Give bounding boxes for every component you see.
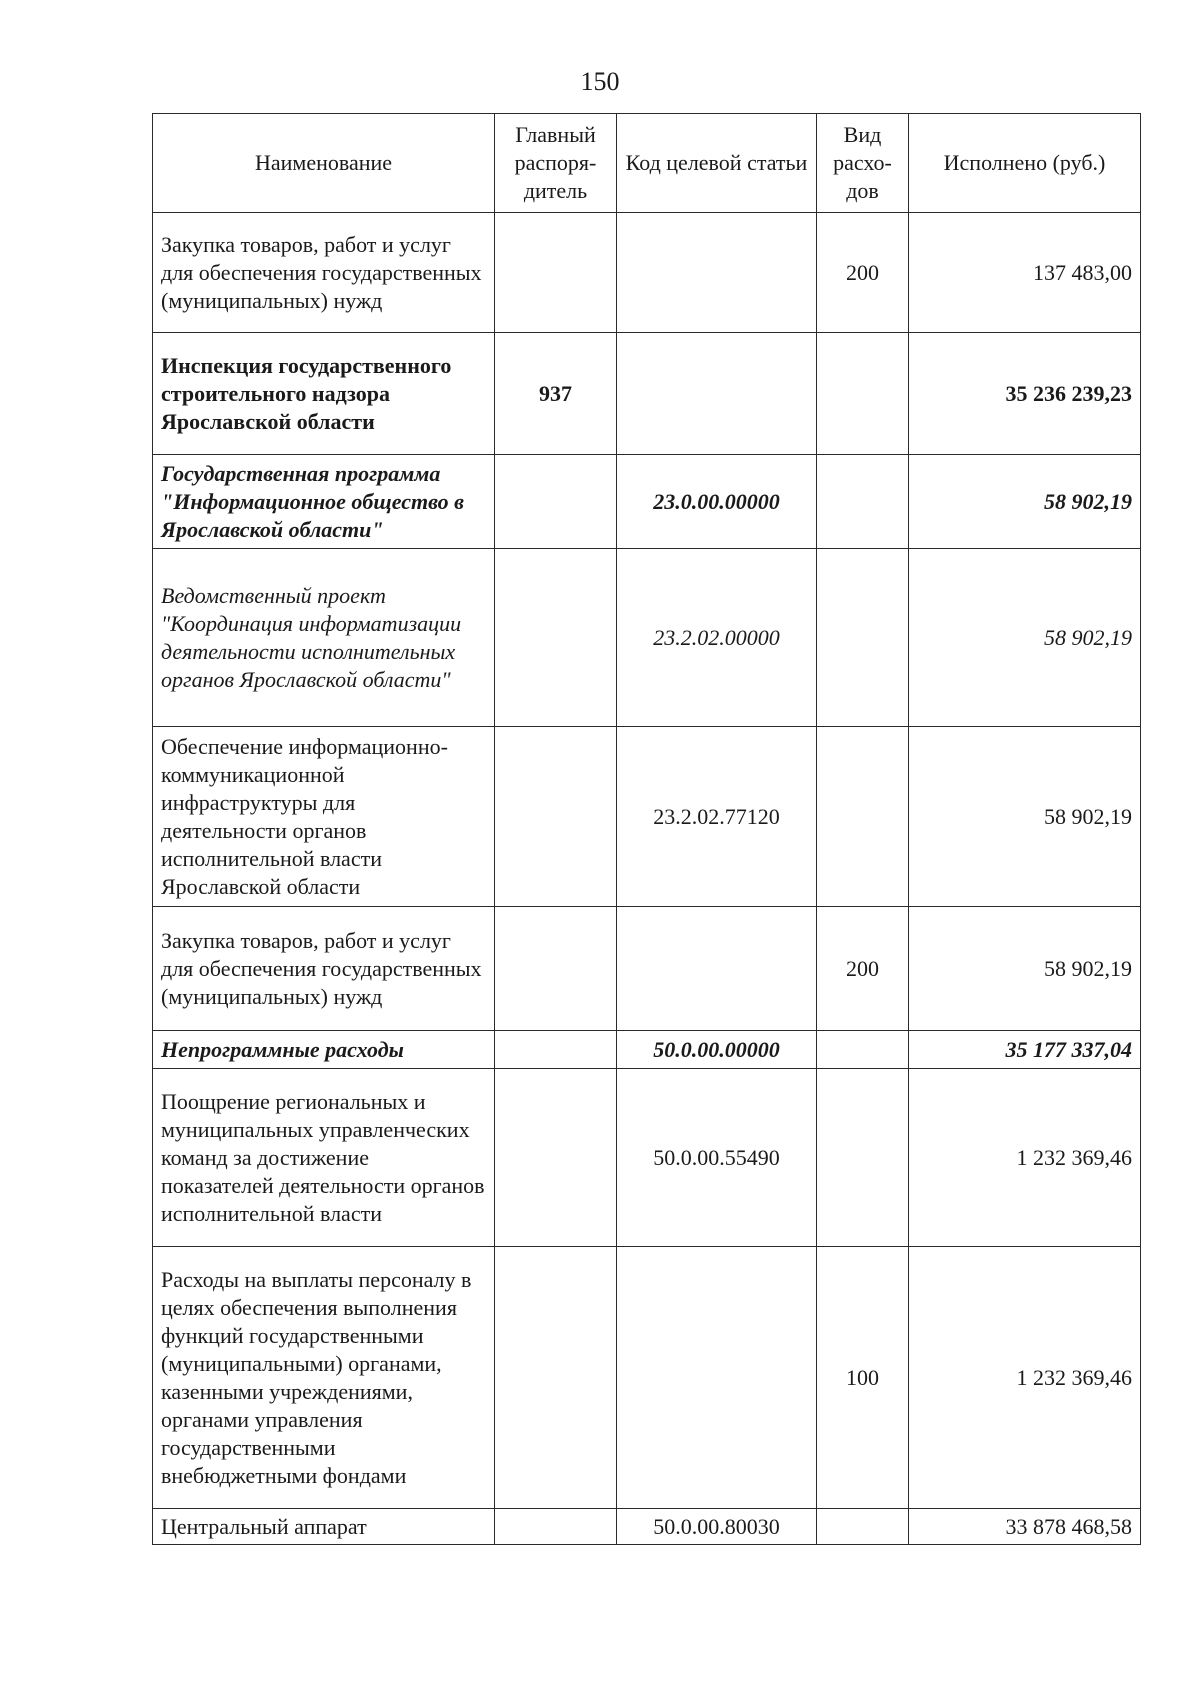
row-amount: 1 232 369,46 <box>909 1247 1141 1509</box>
row-manager: 937 <box>495 333 617 455</box>
row-type <box>817 455 909 549</box>
row-manager <box>495 1509 617 1545</box>
row-amount: 1 232 369,46 <box>909 1069 1141 1247</box>
row-manager <box>495 907 617 1031</box>
row-code <box>617 907 817 1031</box>
table-row <box>153 1031 1141 1069</box>
header-executed: Исполнено (руб.) <box>909 114 1141 213</box>
row-type <box>817 1069 909 1247</box>
row-type: 200 <box>817 907 909 1031</box>
table-row <box>153 1247 1141 1509</box>
row-name: Центральный аппарат <box>153 1509 495 1545</box>
row-manager <box>495 213 617 333</box>
row-name: Инспекция государственного строительного надзора Ярославской области <box>153 333 495 455</box>
table-header-row <box>153 114 1141 213</box>
table-row <box>153 455 1141 549</box>
row-code <box>617 213 817 333</box>
table-row <box>153 549 1141 727</box>
row-amount: 58 902,19 <box>909 907 1141 1031</box>
row-name: Поощрение региональных и муниципальных управленческих команд за достижение показателей деятельности органов исполнительной власти <box>153 1069 495 1247</box>
table-row <box>153 727 1141 907</box>
table-row <box>153 333 1141 455</box>
row-name: Закупка товаров, работ и услуг для обеспечения государственных (муниципальных) нужд <box>153 907 495 1031</box>
row-code <box>617 1247 817 1509</box>
row-amount: 58 902,19 <box>909 455 1141 549</box>
row-name: Расходы на выплаты персоналу в целях обеспечения выполнения функций государственными (муниципальными) органами, казенными учреждениями, органами управления государственными внебюджетными фондами <box>153 1247 495 1509</box>
row-name: Обеспечение информационно-коммуникационной инфраструктуры для деятельности органов исполнительной власти Ярославской области <box>153 727 495 907</box>
row-type: 200 <box>817 213 909 333</box>
row-type <box>817 1509 909 1545</box>
row-manager <box>495 1247 617 1509</box>
row-amount: 137 483,00 <box>909 213 1141 333</box>
row-amount: 33 878 468,58 <box>909 1509 1141 1545</box>
row-code <box>617 333 817 455</box>
header-expense-type: Вид расхо-дов <box>817 114 909 213</box>
row-name: Непрограммные расходы <box>153 1031 495 1069</box>
row-amount: 58 902,19 <box>909 727 1141 907</box>
row-code: 23.2.02.77120 <box>617 727 817 907</box>
row-name: Закупка товаров, работ и услуг для обеспечения государственных (муниципальных) нужд <box>153 213 495 333</box>
row-code: 50.0.00.00000 <box>617 1031 817 1069</box>
table-row <box>153 1509 1141 1545</box>
row-type <box>817 333 909 455</box>
row-manager <box>495 549 617 727</box>
row-manager <box>495 1031 617 1069</box>
page-number: 150 <box>580 67 620 96</box>
row-manager <box>495 1069 617 1247</box>
row-code: 50.0.00.55490 <box>617 1069 817 1247</box>
row-code: 23.2.02.00000 <box>617 549 817 727</box>
table-row <box>153 907 1141 1031</box>
table-row <box>153 213 1141 333</box>
row-manager <box>495 455 617 549</box>
row-type: 100 <box>817 1247 909 1509</box>
row-type <box>817 549 909 727</box>
row-amount: 58 902,19 <box>909 549 1141 727</box>
row-code: 50.0.00.80030 <box>617 1509 817 1545</box>
table-row <box>153 1069 1141 1247</box>
row-name: Ведомственный проект "Координация информатизации деятельности исполнительных органов Ярославской области" <box>153 549 495 727</box>
budget-table <box>152 113 1141 1545</box>
row-type <box>817 1031 909 1069</box>
row-name: Государственная программа "Информационное общество в Ярославской области" <box>153 455 495 549</box>
header-target-code: Код целевой статьи <box>617 114 817 213</box>
header-name: Наименование <box>153 114 495 213</box>
row-type <box>817 727 909 907</box>
header-main-manager: Главный распоря-дитель <box>495 114 617 213</box>
row-manager <box>495 727 617 907</box>
row-code: 23.0.00.00000 <box>617 455 817 549</box>
row-amount: 35 236 239,23 <box>909 333 1141 455</box>
row-amount: 35 177 337,04 <box>909 1031 1141 1069</box>
